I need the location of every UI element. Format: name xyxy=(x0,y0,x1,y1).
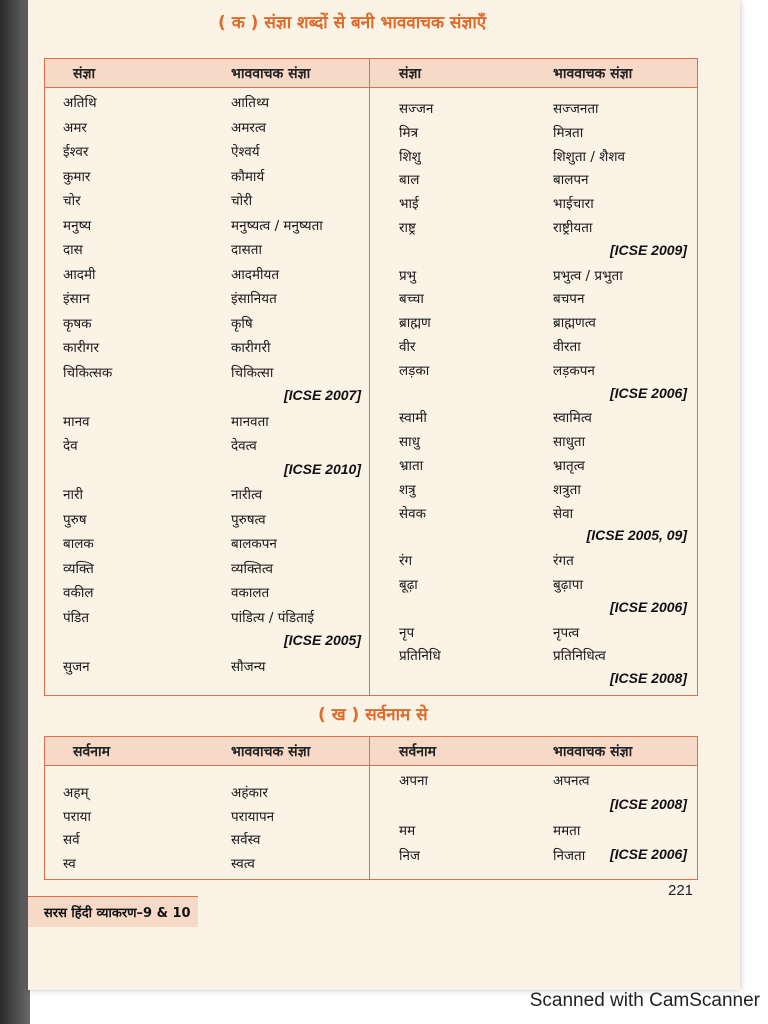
pronoun-table xyxy=(44,736,698,880)
noun-cell: स्वामी xyxy=(399,410,427,427)
header-abstract-left: भाववाचक संज्ञा xyxy=(231,744,311,760)
abstract-noun-cell: बचपन xyxy=(553,291,585,308)
abstract-noun-cell: ऐश्वर्य xyxy=(231,144,260,160)
abstract-noun-cell: दासता xyxy=(231,242,262,258)
abstract-noun-cell: पुरुषत्व xyxy=(231,511,266,528)
abstract-noun-cell: पांडित्य / पंडिताई xyxy=(231,609,314,626)
abstract-noun-cell: अपनत्व xyxy=(553,773,590,789)
abstract-noun-cell: बालपन xyxy=(553,172,589,189)
abstract-noun-cell: लड़कपन xyxy=(553,362,595,379)
abstract-noun-cell: रंगत xyxy=(553,553,574,570)
abstract-noun-cell: शिशुता / शैशव xyxy=(553,148,626,165)
footer-book-title: सरस हिंदी व्याकरण–9 & 10 xyxy=(44,906,191,921)
noun-cell: भाई xyxy=(399,196,419,213)
header-abstract-left: भाववाचक संज्ञा xyxy=(231,66,311,82)
abstract-noun-cell: चिकित्सा xyxy=(231,364,274,381)
noun-cell: अहम् xyxy=(63,785,89,801)
abstract-noun-cell: साधुता xyxy=(553,434,586,451)
header-pronoun-right: सर्वनाम xyxy=(399,744,437,760)
exam-reference: [ICSE 2005, 09] xyxy=(586,527,687,544)
abstract-noun-cell: वीरता xyxy=(553,339,581,355)
noun-cell: नारी xyxy=(63,487,84,503)
exam-reference: [ICSE 2008] xyxy=(609,796,687,812)
abstract-noun-cell: कृषि xyxy=(231,315,253,332)
noun-cell: राष्ट्र xyxy=(399,220,416,236)
noun-cell: शिशु xyxy=(399,148,421,165)
noun-cell: प्रभु xyxy=(399,267,417,284)
page-number: 221 xyxy=(668,882,694,899)
abstract-noun-cell: आदमीयत xyxy=(231,266,280,283)
noun-cell: निज xyxy=(399,848,421,864)
abstract-noun-cell: ममता xyxy=(553,823,581,839)
noun-cell: अमर xyxy=(63,119,87,136)
noun-cell: कुमार xyxy=(63,168,91,185)
noun-cell: कारीगर xyxy=(63,340,100,356)
abstract-noun-cell: आतिथ्य xyxy=(231,95,270,111)
abstract-noun-cell: व्यक्तित्व xyxy=(231,560,273,577)
abstract-noun-cell: परायापन xyxy=(231,808,275,825)
noun-cell: मानव xyxy=(63,413,90,430)
exam-reference: [ICSE 2009] xyxy=(609,241,687,258)
textbook-page xyxy=(28,0,740,990)
abstract-noun-cell: बुढ़ापा xyxy=(553,577,583,593)
abstract-noun-cell: मनुष्यत्व / मनुष्यता xyxy=(231,217,323,234)
header-noun-right: संज्ञा xyxy=(399,66,422,82)
header-pronoun-left: सर्वनाम xyxy=(73,744,111,760)
abstract-noun-cell: ब्राह्मणत्व xyxy=(553,315,596,332)
exam-reference: [ICSE 2006] xyxy=(609,846,687,862)
noun-cell: अतिथि xyxy=(63,95,97,111)
abstract-noun-cell: वकालत xyxy=(231,585,270,601)
noun-cell: लड़का xyxy=(399,362,430,379)
noun-cell: वकील xyxy=(63,585,94,601)
header-abstract-right: भाववाचक संज्ञा xyxy=(553,66,633,82)
noun-cell: पंडित xyxy=(63,609,90,626)
noun-cell: नृप xyxy=(399,624,415,641)
noun-cell: दास xyxy=(63,242,83,258)
noun-cell: ईश्वर xyxy=(63,144,89,160)
abstract-noun-cell: राष्ट्रीयता xyxy=(553,220,593,236)
exam-reference: [ICSE 2008] xyxy=(609,670,687,687)
abstract-noun-cell: निजता xyxy=(553,848,586,864)
noun-cell: सुजन xyxy=(63,658,90,675)
noun-cell: रंग xyxy=(399,553,413,570)
section-b-title: ( ख ) सर्वनाम से xyxy=(318,705,428,725)
abstract-noun-cell: मानवता xyxy=(231,413,269,430)
exam-reference: [ICSE 2006] xyxy=(609,384,687,401)
noun-cell: कृषक xyxy=(63,315,92,332)
abstract-noun-cell: भाईचारा xyxy=(553,196,594,213)
noun-cell: देव xyxy=(63,438,78,454)
noun-cell: मित्र xyxy=(399,124,419,141)
abstract-noun-cell: अमरत्व xyxy=(231,119,266,136)
noun-cell: मम xyxy=(399,823,416,839)
abstract-noun-cell: सज्जनता xyxy=(553,101,599,117)
abstract-noun-cell: स्वामित्व xyxy=(553,410,592,427)
noun-cell: अपना xyxy=(399,773,428,789)
header-noun-left: संज्ञा xyxy=(73,66,96,82)
noun-cell: बाल xyxy=(399,172,420,189)
noun-cell: बूढ़ा xyxy=(399,577,418,593)
abstract-noun-cell: कौमार्य xyxy=(231,168,265,185)
section-a-title: ( क ) संज्ञा शब्दों से बनी भाववाचक संज्ञाएँ xyxy=(218,13,487,33)
noun-cell: सज्जन xyxy=(399,101,434,117)
column-divider xyxy=(369,737,370,879)
exam-reference: [ICSE 2010] xyxy=(283,460,361,477)
noun-cell: व्यक्ति xyxy=(63,560,94,577)
noun-cell: प्रतिनिधि xyxy=(399,648,441,665)
noun-cell: आदमी xyxy=(63,266,96,283)
abstract-noun-cell: कारीगरी xyxy=(231,340,271,356)
abstract-noun-cell: देवत्व xyxy=(231,438,257,454)
abstract-noun-cell: बालकपन xyxy=(231,536,277,552)
noun-cell: पराया xyxy=(63,808,92,825)
column-divider xyxy=(369,59,370,695)
abstract-noun-cell: सौजन्य xyxy=(231,658,266,675)
abstract-noun-cell: सेवा xyxy=(553,505,574,522)
scanner-watermark: Scanned with CamScanner xyxy=(529,990,760,1011)
abstract-noun-cell: अहंकार xyxy=(231,785,268,801)
abstract-noun-cell: चोरी xyxy=(231,193,253,209)
abstract-noun-cell: नारीत्व xyxy=(231,487,263,503)
abstract-noun-cell: प्रभुत्व / प्रभुता xyxy=(553,267,623,284)
noun-cell: सर्व xyxy=(63,832,80,848)
noun-cell: पुरुष xyxy=(63,511,87,528)
abstract-noun-cell: इंसानियत xyxy=(231,291,277,307)
abstract-noun-cell: प्रतिनिधित्व xyxy=(553,648,606,665)
abstract-noun-cell: सर्वस्व xyxy=(231,832,261,848)
noun-cell: सेवक xyxy=(399,505,426,522)
noun-cell: चिकित्सक xyxy=(63,364,113,381)
noun-cell: शत्रु xyxy=(399,481,416,498)
abstract-noun-cell: भ्रातृत्व xyxy=(553,458,585,474)
exam-reference: [ICSE 2006] xyxy=(609,598,687,615)
noun-cell: बच्चा xyxy=(399,291,424,308)
abstract-noun-cell: शत्रुता xyxy=(553,481,581,498)
noun-cell: भ्राता xyxy=(399,458,424,474)
abstract-noun-cell: मित्रता xyxy=(553,124,584,141)
noun-cell: ब्राह्मण xyxy=(399,315,431,332)
noun-cell: वीर xyxy=(399,339,416,355)
abstract-noun-table xyxy=(44,58,698,696)
noun-cell: स्व xyxy=(63,855,76,872)
abstract-noun-cell: नृपत्व xyxy=(553,624,580,641)
noun-cell: मनुष्य xyxy=(63,217,92,234)
header-abstract-right: भाववाचक संज्ञा xyxy=(553,744,633,760)
scan-dark-edge xyxy=(0,0,30,1024)
exam-reference: [ICSE 2007] xyxy=(283,387,361,403)
noun-cell: इंसान xyxy=(63,291,90,307)
noun-cell: साधु xyxy=(399,434,420,451)
abstract-noun-cell: स्वत्व xyxy=(231,855,255,872)
exam-reference: [ICSE 2005] xyxy=(283,632,361,648)
noun-cell: चोर xyxy=(63,193,81,209)
noun-cell: बालक xyxy=(63,536,94,552)
